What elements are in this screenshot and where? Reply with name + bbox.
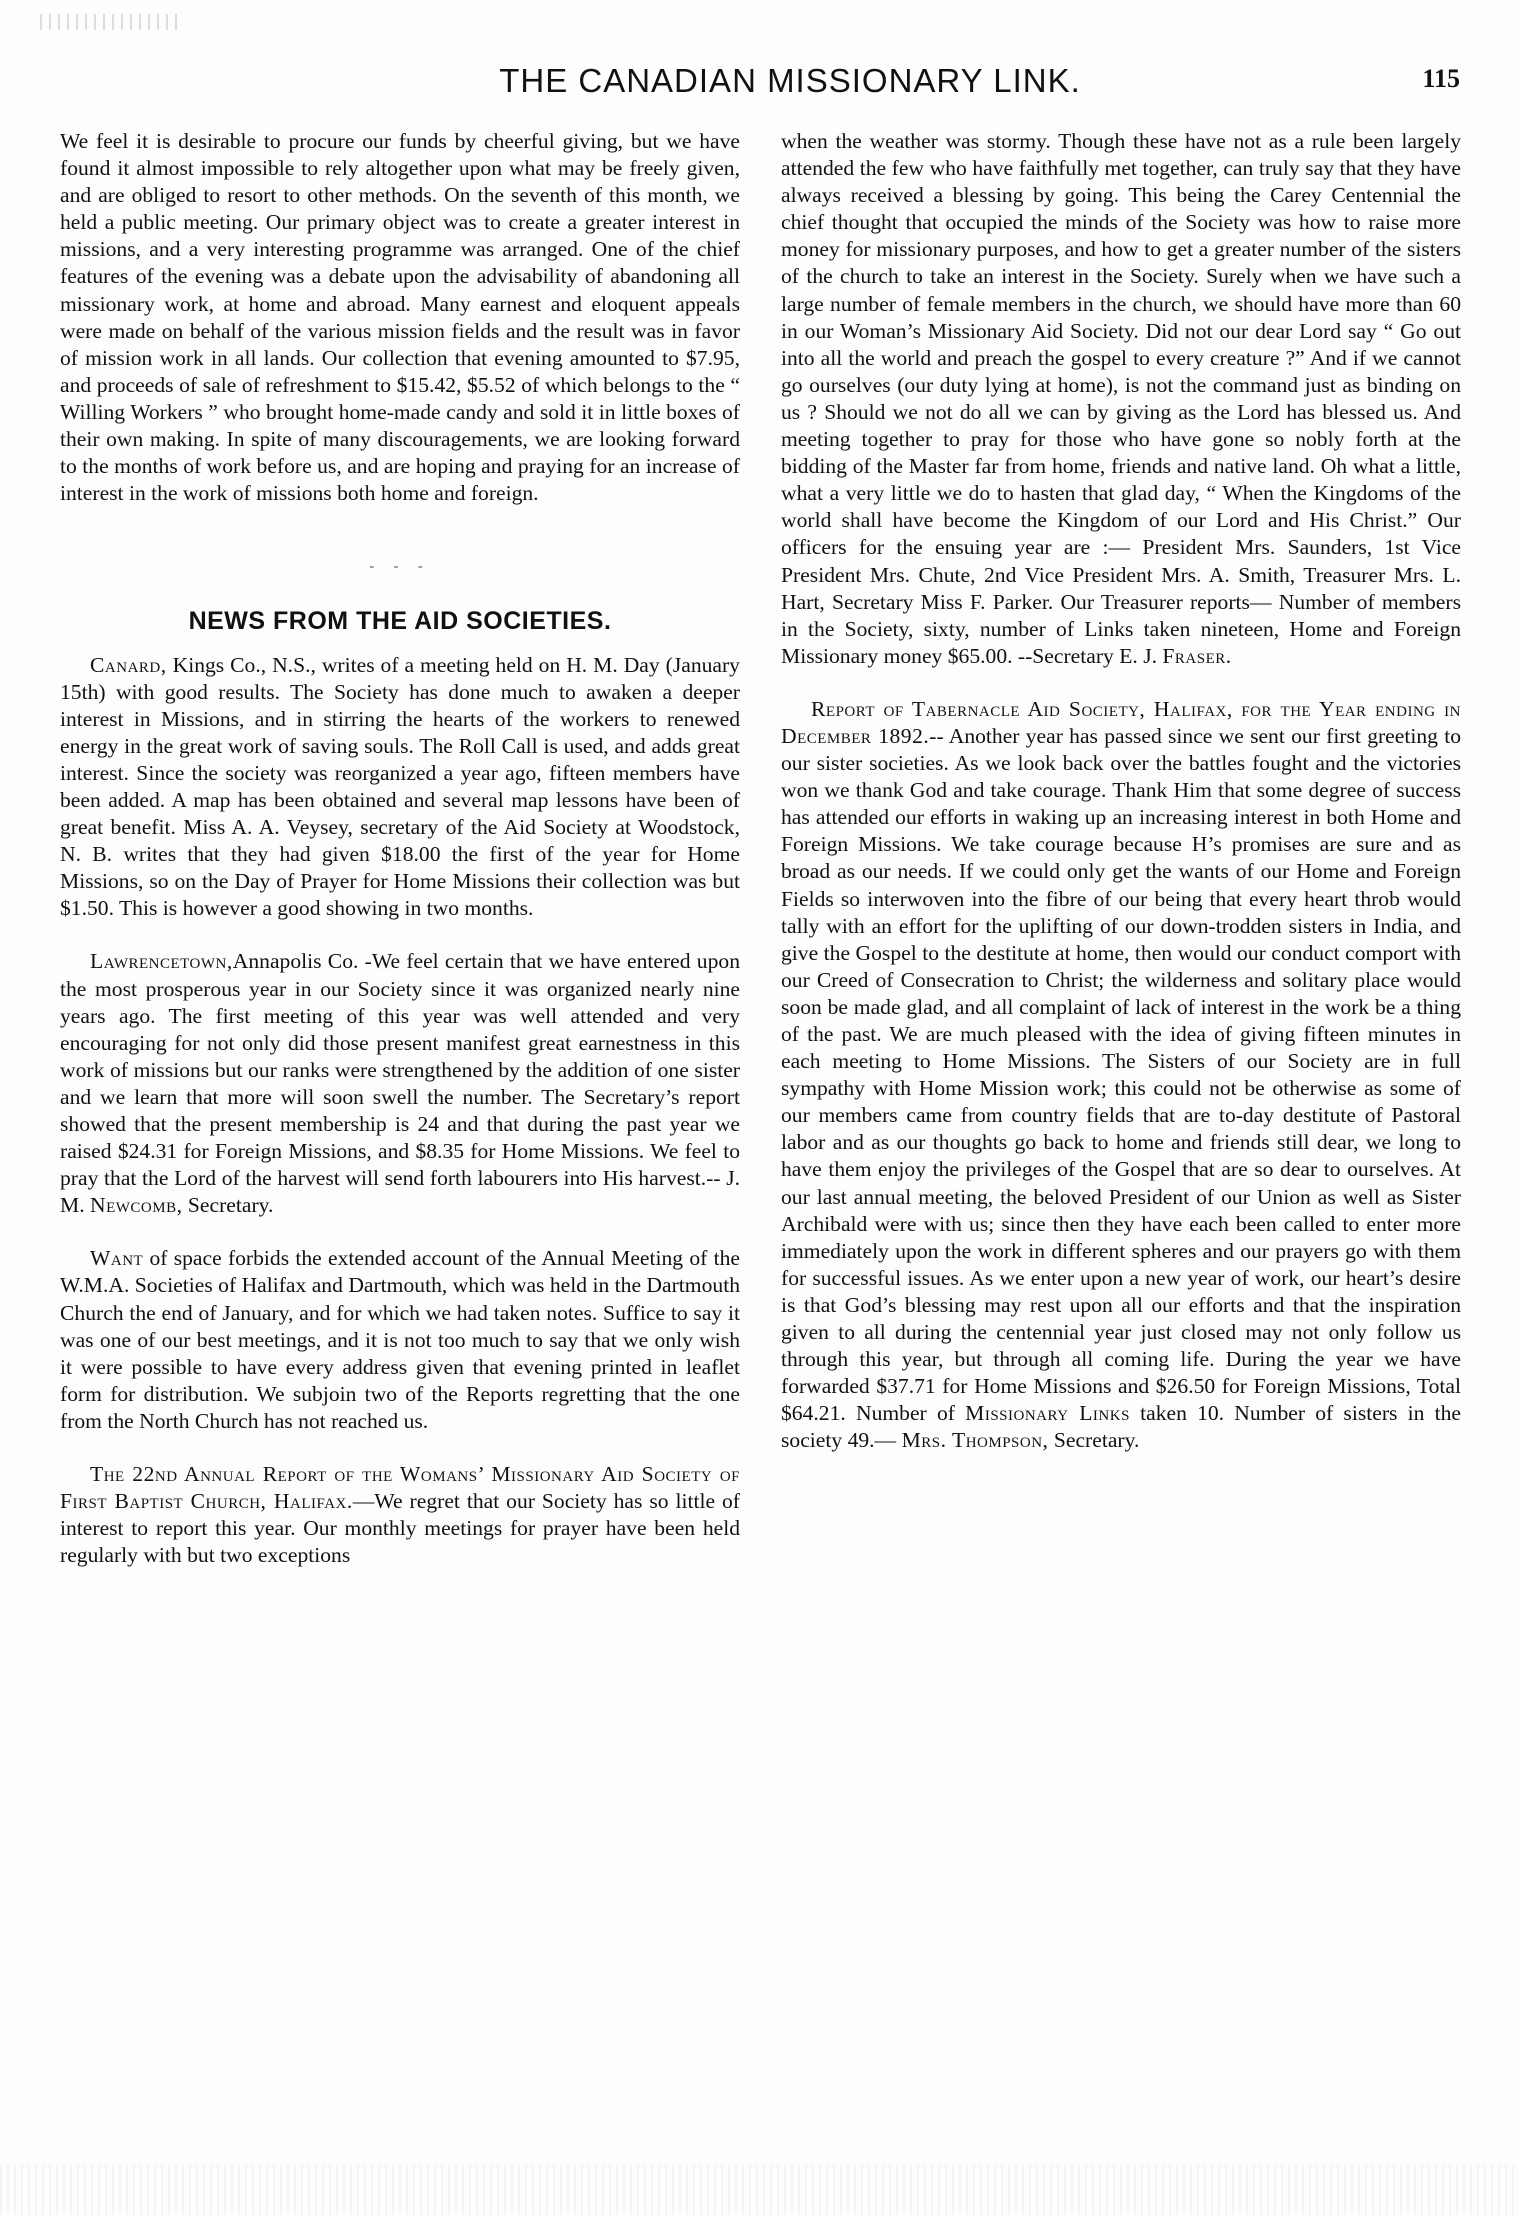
tabernacle-role: Secretary. (1053, 1428, 1140, 1453)
continuation-paragraph (781, 128, 1461, 670)
lawrencetown-lead: Lawrencetown, (90, 949, 233, 974)
want-of-space-note (60, 1245, 740, 1435)
tabernacle-report (781, 696, 1461, 1455)
canard-report (60, 652, 740, 923)
right-column (781, 128, 1461, 1455)
print-speckle (40, 14, 180, 30)
left-column (60, 128, 740, 1569)
want-body: of space forbids the extended account of the Annual Meeting of the W.M.A. Societies of Halifax and Dartmouth, which was held in the Dartmouth Church the end of January, and for which we had taken notes. Suffice to say it was one of our best meetings, and it is not too much to say that we only wish it were possible to have every address given that evening printed in leaflet form for distribution. We subjoin two of the Reports regretting that the one from the North Church has not reached us. (60, 1246, 740, 1433)
annual-report-body: —We regret that our Society has so little of interest to report this year. Our monthly meetings for prayer have been held regularly with but two exceptions (60, 1489, 740, 1568)
tabernacle-tail: taken 10. Number of sisters in the society 49.— (781, 1401, 1461, 1453)
first-baptist-report (60, 1461, 740, 1569)
lawrencetown-body: Annapolis Co. -We feel certain that we have entered upon the most prosperous year in our Society since it was organized nearly nine years ago. The first meeting of this year was well attended and very encouraging for not only did those present manifest great earnestness in this work of missions but our ranks were strengthened by the addition of one sister and we learn that more will soon swell the number. The Secretary’s report showed that the present membership is 24 and that during the past year we raised $24.31 for Foreign Missions, and $8.35 for Home Missions. We feel to pray that the Lord of the harvest will send forth labourers into His harvest.-- J. M. (60, 949, 740, 1218)
annual-report-heading: The 22nd Annual Report of the Womans’ Missionary Aid Society of First Baptist Church, Halifax. (60, 1462, 740, 1514)
tabernacle-links-label: Missionary Links (965, 1401, 1130, 1426)
section-separator: - - - (369, 559, 431, 575)
tabernacle-heading: Report of Tabernacle Aid Society, Halifax, for the Year ending in December 1892. (781, 696, 1461, 748)
want-lead: Want (90, 1246, 144, 1271)
canard-lead: Canard, (90, 652, 167, 677)
lawrencetown-signature: Newcomb, (90, 1193, 183, 1218)
tabernacle-signature: Mrs. Thompson, (901, 1428, 1049, 1453)
canard-body: Kings Co., N.S., writes of a meeting held on H. M. Day (January 15th) with good results. The Society has done much to awaken a deeper interest in Missions, and in stirring the hearts of the workers to renewed energy in the great work of saving souls. The Roll Call is used, and adds great interest. Since the society was reorganized a year ago, fifteen members have been added. A map has been obtained and several map lessons have been of great benefit. Miss A. A. Veysey, secretary of the Aid Society at Woodstock, N. B. writes that they had given $18.00 the first of the year for Home Missions, so on the Day of Prayer for Home Missions their collection was but $1.50. This is however a good showing in two months. (60, 652, 740, 921)
lawrencetown-role: Secretary. (187, 1193, 274, 1218)
continuation-body: when the weather was stormy. Though these have not as a rule been largely attended the few who have faithfully met together, can truly say that they have always received a blessing by going. This being the Carey Centennial the chief thought that occupied the minds of the Society was how to raise more money for missionary purposes, and how to get a greater number of the sisters of the church to take an interest in the Society. Surely when we have such a large number of female members in the church, we should have more than 60 in our Woman’s Missionary Aid Society. Did not our dear Lord say “ Go out into all the world and preach the gospel to every creature ?” And if we cannot go ourselves (our duty lying at home), is not the command just as binding on us ? Should we not do all we can by giving as the Lord has blessed us. And meeting together to pray for those who have gone so nobly forth at the bidding of the Master far from home, friends and native land. Oh what a little, what a very little we do to hasten that glad day, “ When the Kingdoms of the world shall have become the Kingdom of our Lord and His Christ.” Our officers for the ensuing year are :— President Mrs. Saunders, 1st Vice President Mrs. Chute, 2nd Vice President Mrs. A. Smith, Treasurer Mrs. L. Hart, Secretary Miss F. Parker. Our Treasurer reports— Number of members in the Society, sixty, number of Links taken nineteen, Home and Foreign Missionary money $65.00. --Secretary E. J. (781, 129, 1461, 668)
intro-paragraph: We feel it is desirable to procure our funds by cheerful giving, but we have found it almost impossible to rely altogether upon what may be freely given, and are obliged to resort to other methods. On the seventh of this month, we held a public meeting. Our primary object was to create a greater interest in missions, and a very interesting programme was arranged. One of the chief features of the evening was a debate upon the advisability of abandoning all missionary work, at home and abroad. Many earnest and eloquent appeals were made on behalf of the various mission fields and the result was in favor of mission work in all lands. Our collection that evening amounted to $7.95, and proceeds of sale of refreshment to $15.42, $5.52 of which belongs to the “ Willing Workers ” who brought home-made candy and sold it in little boxes of their own making. In spite of many discouragements, we are looking forward to the months of work before us, and are hoping and praying for an increase of interest in the work of missions both home and foreign. (60, 129, 740, 506)
print-speckle-bottom (0, 2165, 1519, 2215)
continuation-signature: Fraser. (1162, 643, 1232, 668)
page-header (60, 62, 1460, 110)
tabernacle-body: -- Another year has passed since we sent our first greeting to our sister societies. As we look back over the battles fought and the victories won we thank God and take courage. Thank Him that some degree of success has attended our efforts in waking up an increasing interest in both Home and Foreign Missions. We take courage because H’s promises are sure and as broad as our needs. If we could only get the wants of our Home and Foreign Fields so interwoven into the fibre of our being that every heart throb would tally with an effort for the uplifting of our down-trodden sisters in India, and give the Gospel to the destitute at home, then would our conduct comport with our Creed of Consecration to Christ; the wilderness and solitary place would soon be made glad, and all complaint of lack of interest in the work be a thing of the past. We are much pleased with the idea of giving fifteen minutes in each meeting to Home Missions. The Sisters of our Society are in full sympathy with Home Mission work; this could not be otherwise as some of our members came from country fields that are to-day destitute of Pastoral labor and as our thoughts go back to home and friends still dear, we long to have them enjoy the privileges of the Gospel that are so dear to ourselves. At our last annual meeting, the beloved President of our Union as well as Sister Archibald were with us; since then they have each been called to enter more immediately upon the work in different spheres and our prayers go with them for successful issues. As we enter upon a new year of work, our heart’s desire is that God’s blessing may rest upon all our efforts and that the inspiration given to all during the centennial year just closed may not only follow us through this year, but through all coming life. During the year we have forwarded $37.71 for Home Missions and $26.50 for Foreign Missions, Total $64.21. Number of (781, 723, 1461, 1426)
running-title: THE CANADIAN MISSIONARY LINK. (499, 62, 1081, 99)
page-number: 115 (1422, 64, 1460, 93)
section-heading: NEWS FROM THE AID SOCIETIES. (188, 607, 612, 636)
lawrencetown-report (60, 948, 740, 1219)
